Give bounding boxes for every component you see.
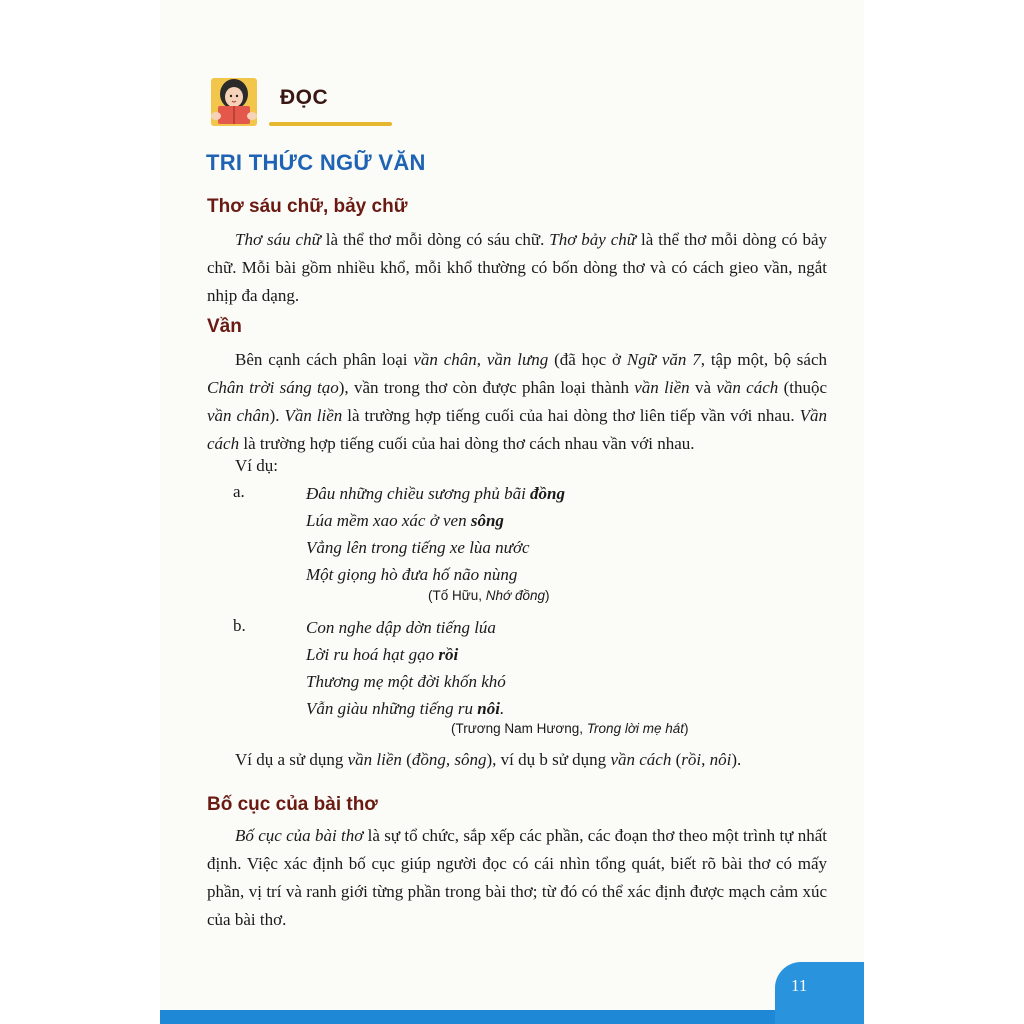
paragraph-structure: Bố cục của bài thơ là sự tổ chức, sắp xếp các phần, các đoạn thơ theo một trình tự nhất định. Việc xác định bố cục giúp người đọc có cái nhìn tổng quát, biết rõ bài thơ có mấy phần, vị trí và ranh giới từng phần trong bài thơ; từ đó có thể xác định được mạch cảm xúc của bài thơ. [207, 826, 827, 929]
poem-a [306, 480, 565, 588]
heading-poem-types: Thơ sáu chữ, bảy chữ [207, 196, 408, 217]
paragraph-rhyme-conclusion: Ví dụ a sử dụng vần liền (đồng, sông), ví dụ b sử dụng vần cách (rồi, nôi). [235, 750, 742, 769]
heading-structure: Bố cục của bài thơ [207, 794, 378, 815]
heading-rhyme: Vần [207, 316, 242, 337]
section-underline [269, 122, 392, 126]
footer-bar [160, 1010, 864, 1024]
page-number-tab [775, 962, 864, 1024]
poem-line: Vẳng lên trong tiếng xe lùa nước [306, 538, 530, 557]
page-number: 11 [791, 976, 808, 995]
example-a-marker: a. [233, 482, 245, 501]
poem-line: Con nghe dập dờn tiếng lúa [306, 618, 496, 637]
poem-line: Vẫn giàu những tiếng ru nôi. [306, 699, 505, 718]
poem-line: Thương mẹ một đời khốn khó [306, 672, 506, 691]
citation-b: (Trương Nam Hương, Trong lời mẹ hát) [451, 721, 689, 736]
example-label: Ví dụ: [235, 456, 278, 475]
poem-line: Lúa mềm xao xác ở ven sông [306, 511, 504, 530]
page-title: TRI THỨC NGỮ VĂN [206, 150, 426, 175]
poem-line: Một giọng hò đưa hố não nùng [306, 565, 518, 584]
paragraph-poem-types: Thơ sáu chữ là thể thơ mỗi dòng có sáu chữ. Thơ bảy chữ là thể thơ mỗi dòng có bảy chữ. Mỗi bài gồm nhiều khổ, mỗi khổ thường có bốn dòng thơ và có cách gieo vần, ngắt nhịp đa dạng. [207, 230, 828, 305]
reading-girl-icon [207, 72, 267, 128]
section-label: ĐỌC [280, 86, 329, 109]
poem-line: Đâu những chiều sương phủ bãi đồng [306, 484, 566, 503]
poem-b [306, 614, 506, 722]
citation-a: (Tố Hữu, Nhớ đồng) [428, 588, 550, 603]
book-page [160, 0, 864, 1024]
example-b-marker: b. [233, 616, 246, 635]
poem-line: Lời ru hoá hạt gạo rồi [306, 645, 459, 664]
paragraph-rhyme: Bên cạnh cách phân loại vần chân, vần lưng (đã học ở Ngữ văn 7, tập một, bộ sách Chân trời sáng tạo), vần trong thơ còn được phân loại thành vần liền và vần cách (thuộc vần chân). Vần liền là trường hợp tiếng cuối của hai dòng thơ liên tiếp vần với nhau. Vần cách là trường hợp tiếng cuối của hai dòng thơ cách nhau vần với nhau. [207, 350, 828, 453]
